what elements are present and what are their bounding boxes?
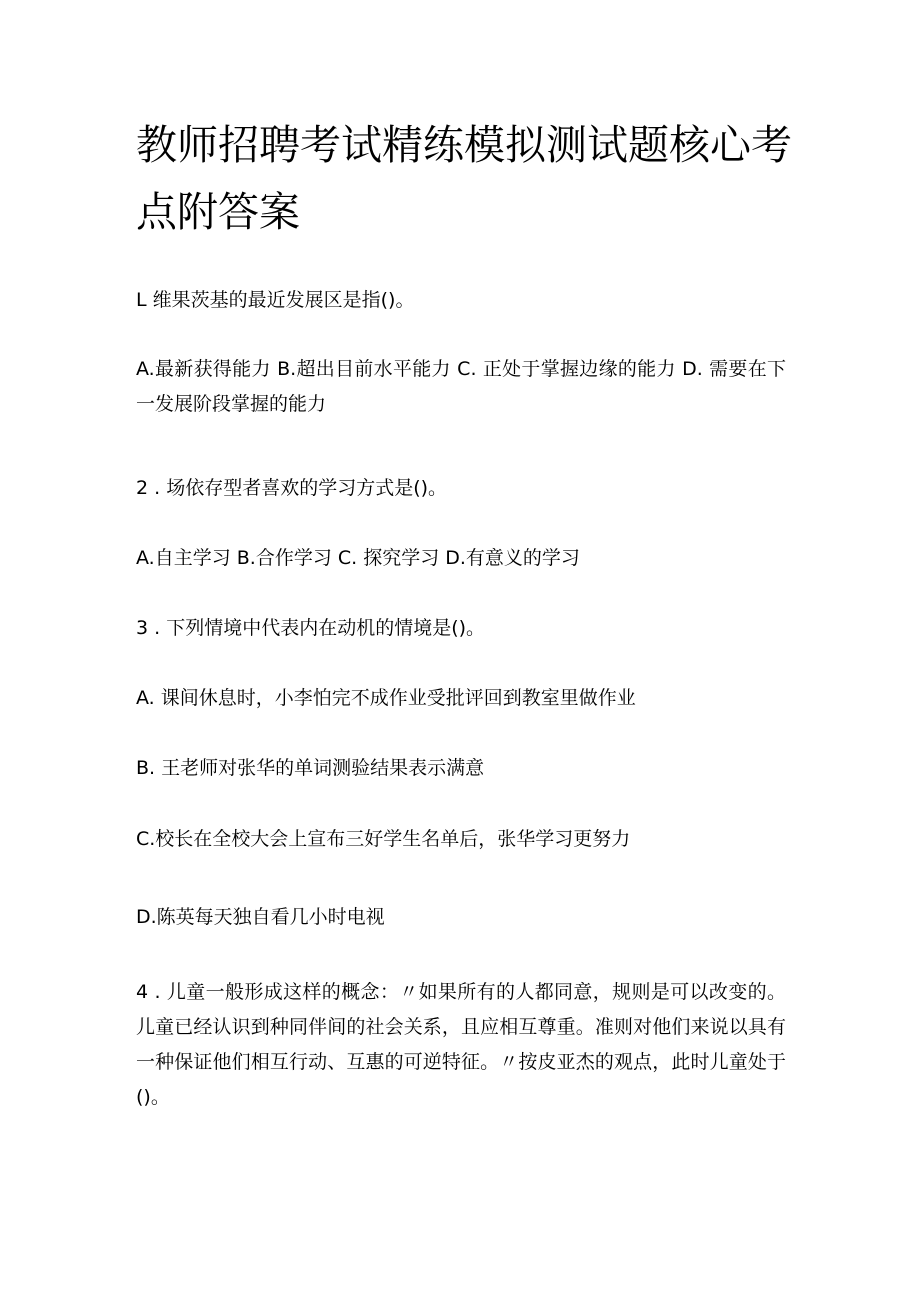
question-3-option-b: B. 王老师对张华的单词测验结果表示满意 [136, 757, 485, 779]
question-1-options: A.最新获得能力 B.超出目前水平能力 C. 正处于掌握边缘的能力 D. 需要在下一发展阶段掌握的能力 [136, 358, 786, 415]
question-3-option-d: D.陈英每天独自看几小时电视 [136, 906, 385, 928]
question-3-stem: 3 . 下列情境中代表内在动机的情境是()。 [136, 617, 486, 639]
document-title: 教师招聘考试精练模拟测试题核心考点附答案 [136, 121, 792, 236]
question-1-stem: L 维果茨基的最近发展区是指()。 [136, 289, 415, 311]
question-4-stem: 4 . 儿童一般形成这样的概念：〃如果所有的人都同意，规则是可以改变的。儿童已经认识到种同伴间的社会关系，且应相互尊重。准则对他们来说以具有一种保证他们相互行动、互惠的可逆特征。〃按皮亚杰的观点，此时儿童处于()。 [136, 981, 786, 1108]
question-2-stem: 2 . 场依存型者喜欢的学习方式是()。 [136, 477, 448, 499]
question-2-options: A.自主学习 B.合作学习 C. 探究学习 D.有意义的学习 [136, 547, 580, 569]
question-3-option-a: A. 课间休息时，小李怕完不成作业受批评回到教室里做作业 [136, 687, 636, 709]
question-3-option-c: C.校长在全校大会上宣布三好学生名单后，张华学习更努力 [136, 828, 631, 850]
